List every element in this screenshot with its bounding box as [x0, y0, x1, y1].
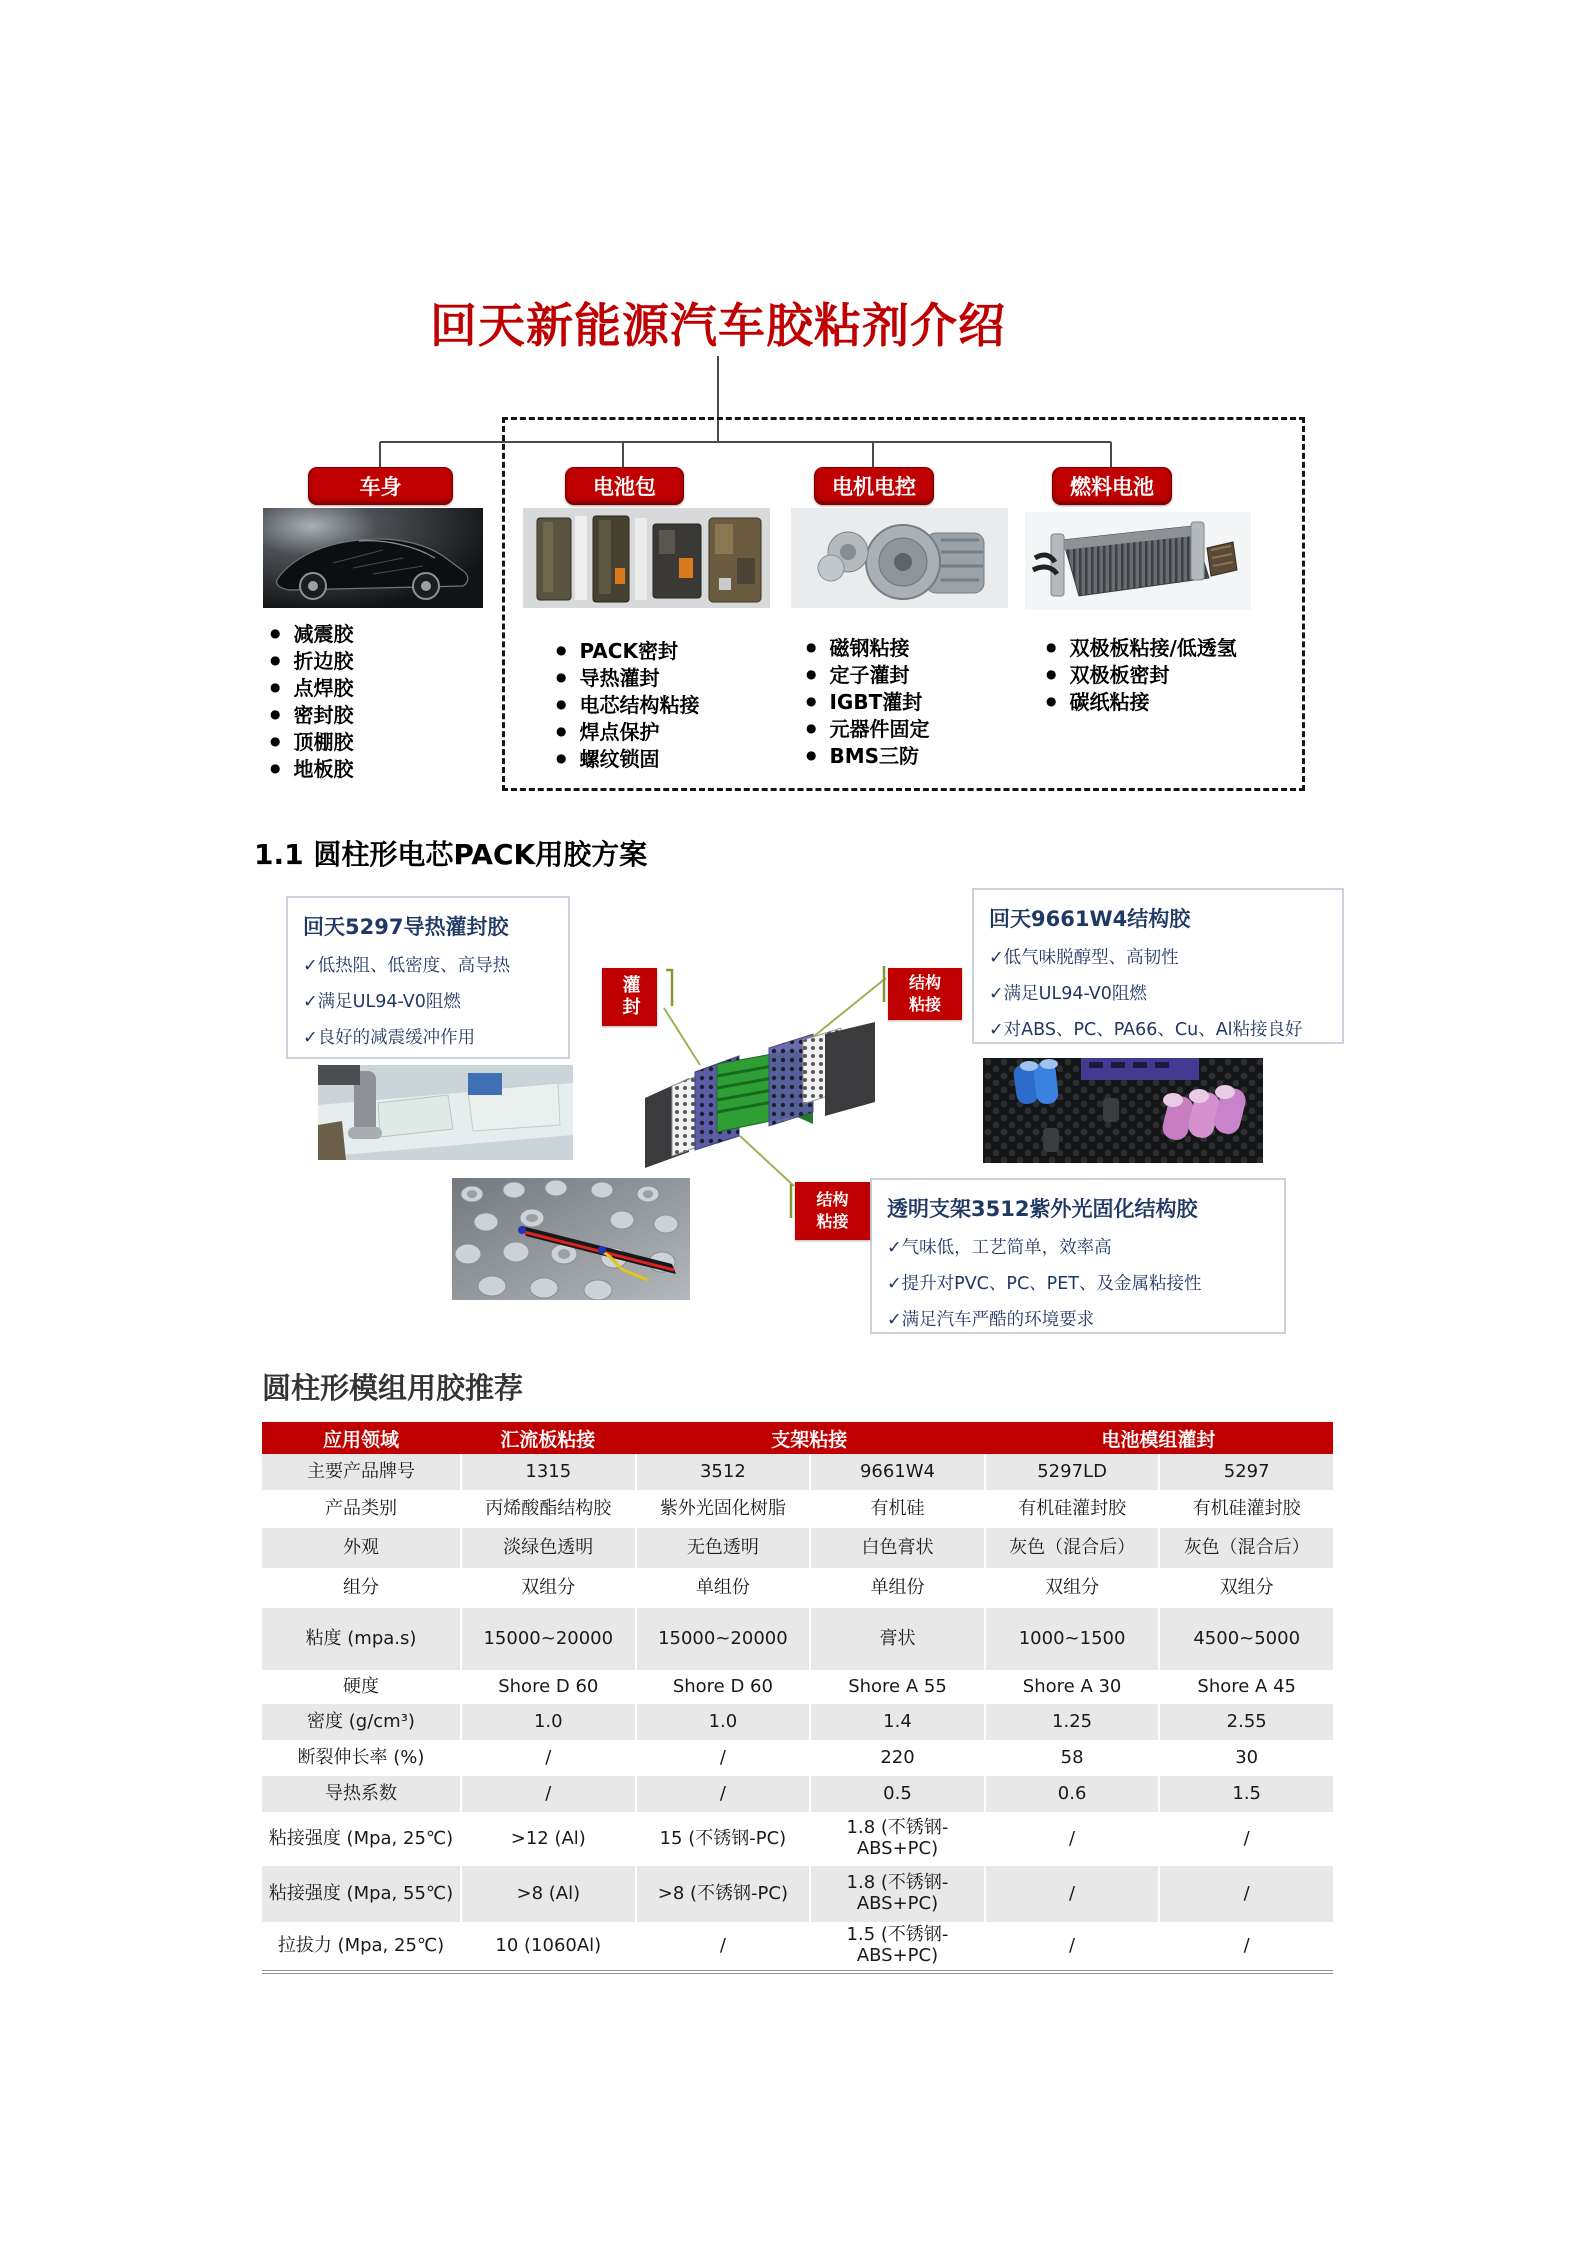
callout-3512-title: 透明支架3512紫外光固化结构胶 — [887, 1197, 1198, 1221]
module-adhesive-table — [262, 1422, 1333, 1974]
table-header-application: 应用领域 — [262, 1422, 460, 1454]
adhesive-list-item — [270, 619, 353, 646]
callout-5297-title: 回天5297导热灌封胶 — [303, 915, 509, 939]
bullet-icon: ● — [806, 666, 817, 681]
table-cell: 30 — [1158, 1740, 1333, 1776]
section-heading: 1.1 圆柱形电芯PACK用胶方案 — [254, 838, 648, 871]
adhesive-list-item — [806, 741, 929, 768]
car-photo — [263, 508, 483, 608]
adhesive-list-item-label: BMS三防 — [829, 744, 920, 768]
adhesive-list-item — [270, 727, 353, 754]
table-cell: 双组分 — [1158, 1568, 1333, 1608]
table-cell: 9661W4 — [809, 1454, 984, 1490]
table-cell: 3512 — [635, 1454, 810, 1490]
adhesive-list-item — [556, 717, 699, 744]
adhesive-list-item — [556, 636, 699, 663]
callout-point: ✓气味低，工艺简单，效率高 — [887, 1238, 1112, 1258]
table-cell: / — [1158, 1922, 1333, 1970]
bullet-icon: ● — [556, 642, 567, 657]
table-cell: / — [984, 1866, 1159, 1922]
callout-9661w4 — [972, 888, 1344, 1044]
table-cell: 双组分 — [984, 1568, 1159, 1608]
table-row-label: 断裂伸长率 (%) — [262, 1740, 460, 1776]
structural-bond-tag-bottom-label: 结构粘接 — [816, 1190, 849, 1231]
table-cell: 膏状 — [809, 1608, 984, 1670]
adhesive-list-item-label: 磁钢粘接 — [829, 636, 910, 660]
table-row-label: 粘度 (mpa.s) — [262, 1608, 460, 1670]
table-header-potting: 电池模组灌封 — [984, 1422, 1333, 1454]
adhesive-list-item — [270, 673, 353, 700]
table-cell: 15 (不锈钢-PC) — [635, 1812, 810, 1866]
battery-module-exploded-diagram — [617, 1020, 897, 1170]
table-cell: Shore D 60 — [460, 1670, 635, 1704]
table-cell: 4500~5000 — [1158, 1608, 1333, 1670]
table-row-label: 粘接强度 (Mpa, 25℃) — [262, 1812, 460, 1866]
callout-point: ✓低热阻、低密度、高导热 — [303, 956, 511, 976]
table-cell: 1.0 — [635, 1704, 810, 1740]
table-cell: 15000~20000 — [635, 1608, 810, 1670]
table-cell: 1.5 — [1158, 1776, 1333, 1812]
table-title: 圆柱形模组用胶推荐 — [262, 1371, 524, 1405]
adhesive-list-item-label: 地板胶 — [293, 757, 354, 781]
bullet-icon: ● — [270, 679, 281, 694]
table-cell: Shore D 60 — [635, 1670, 810, 1704]
bullet-icon: ● — [270, 760, 281, 775]
table-row-label: 粘接强度 (Mpa, 55℃) — [262, 1866, 460, 1922]
adhesive-list-item — [1046, 633, 1237, 660]
adhesive-list-item — [270, 700, 353, 727]
table-cell: Shore A 55 — [809, 1670, 984, 1704]
battery-pack-photo — [523, 508, 770, 608]
table-header-bracket: 支架粘接 — [635, 1422, 984, 1454]
adhesive-list-item — [806, 633, 929, 660]
adhesive-list-item-label: 焊点保护 — [579, 720, 660, 744]
table-cell: >8 (Al) — [460, 1866, 635, 1922]
adhesive-list-item-label: 点焊胶 — [293, 676, 354, 700]
body-adhesive-list — [270, 619, 353, 781]
table-cell: 1.5 (不锈钢-ABS+PC) — [809, 1922, 984, 1970]
table-cell: 有机硅 — [809, 1490, 984, 1528]
bullet-icon: ● — [1046, 639, 1057, 654]
callout-9661w4-title: 回天9661W4结构胶 — [989, 907, 1191, 931]
table-cell: 0.5 — [809, 1776, 984, 1812]
adhesive-list-item — [270, 754, 353, 781]
motor-control-adhesive-list — [806, 633, 929, 768]
table-cell: Shore A 30 — [984, 1670, 1159, 1704]
table-cell: 双组分 — [460, 1568, 635, 1608]
callout-point: ✓低气味脱醇型、高韧性 — [989, 948, 1179, 968]
adhesive-list-item-label: 密封胶 — [293, 703, 354, 727]
structural-bond-tag-top — [888, 968, 962, 1020]
table-cell: 1.4 — [809, 1704, 984, 1740]
bullet-icon: ● — [806, 639, 817, 654]
fuel-cell-photo — [1025, 512, 1251, 610]
category-button-battery-pack: 电池包 — [565, 467, 684, 505]
adhesive-list-item-label: 碳纸粘接 — [1069, 690, 1150, 714]
table-cell: 1315 — [460, 1454, 635, 1490]
table-cell: / — [635, 1776, 810, 1812]
table-row-label: 导热系数 — [262, 1776, 460, 1812]
adhesive-list-item — [556, 744, 699, 771]
callout-point: ✓满足UL94-V0阻燃 — [989, 984, 1147, 1004]
callout-point: ✓对ABS、PC、PA66、Cu、Al粘接良好 — [989, 1020, 1303, 1040]
adhesive-list-item-label: 双极板密封 — [1069, 663, 1170, 687]
table-cell: 1.8 (不锈钢-ABS+PC) — [809, 1866, 984, 1922]
adhesive-list-item-label: 螺纹锁固 — [579, 747, 660, 771]
table-cell: >8 (不锈钢-PC) — [635, 1866, 810, 1922]
bullet-icon: ● — [270, 706, 281, 721]
table-header-busbar: 汇流板粘接 — [460, 1422, 635, 1454]
callout-point: ✓良好的减震缓冲作用 — [303, 1028, 476, 1048]
bullet-icon: ● — [270, 733, 281, 748]
table-cell: / — [460, 1776, 635, 1812]
table-cell: 丙烯酸酯结构胶 — [460, 1490, 635, 1528]
callout-point: ✓提升对PVC、PC、PET、及金属粘接性 — [887, 1274, 1202, 1294]
table-cell: 15000~20000 — [460, 1608, 635, 1670]
callout-5297 — [286, 896, 570, 1059]
adhesive-list-item — [806, 714, 929, 741]
adhesive-list-item-label: 双极板粘接/低透氢 — [1069, 636, 1237, 660]
table-cell: 无色透明 — [635, 1528, 810, 1568]
table-cell: 1000~1500 — [984, 1608, 1159, 1670]
table-row-label: 拉拔力 (Mpa, 25℃) — [262, 1922, 460, 1970]
table-cell: / — [984, 1812, 1159, 1866]
table-cell: 单组份 — [635, 1568, 810, 1608]
adhesive-list-item-label: 元器件固定 — [829, 717, 930, 741]
table-cell: / — [984, 1922, 1159, 1970]
motor-photo — [791, 508, 1008, 608]
table-cell: 有机硅灌封胶 — [1158, 1490, 1333, 1528]
bullet-icon: ● — [556, 723, 567, 738]
table-row-label: 主要产品牌号 — [262, 1454, 460, 1490]
bullet-icon: ● — [270, 652, 281, 667]
table-cell: / — [635, 1740, 810, 1776]
battery-pack-adhesive-list — [556, 636, 699, 771]
structural-bond-tag-bottom — [795, 1182, 870, 1240]
category-button-fuel-cell: 燃料电池 — [1052, 467, 1172, 505]
category-button-motor-control: 电机电控 — [814, 467, 934, 505]
table-cell: 0.6 — [984, 1776, 1159, 1812]
table-cell: 灰色（混合后） — [1158, 1528, 1333, 1568]
table-cell: / — [635, 1922, 810, 1970]
adhesive-list-item-label: 顶棚胶 — [293, 730, 354, 754]
bullet-icon: ● — [806, 693, 817, 708]
page-title: 回天新能源汽车胶粘剂介绍 — [430, 299, 1006, 354]
table-row-label: 外观 — [262, 1528, 460, 1568]
adhesive-list-item-label: 减震胶 — [293, 622, 354, 646]
table-row-label: 密度 (g/cm³) — [262, 1704, 460, 1740]
table-cell: 10 (1060Al) — [460, 1922, 635, 1970]
bullet-icon: ● — [556, 750, 567, 765]
table-row-label: 产品类别 — [262, 1490, 460, 1528]
table-cell: 1.25 — [984, 1704, 1159, 1740]
adhesive-list-item — [270, 646, 353, 673]
bullet-icon: ● — [556, 669, 567, 684]
table-cell: 1.8 (不锈钢-ABS+PC) — [809, 1812, 984, 1866]
potting-process-photo — [318, 1065, 573, 1160]
table-cell: 5297 — [1158, 1454, 1333, 1490]
table-cell: 2.55 — [1158, 1704, 1333, 1740]
adhesive-list-item-label: 电芯结构粘接 — [579, 693, 700, 717]
adhesive-list-item-label: 折边胶 — [293, 649, 354, 673]
table-cell: 白色膏状 — [809, 1528, 984, 1568]
bullet-icon: ● — [1046, 666, 1057, 681]
adhesive-list-item — [806, 660, 929, 687]
bullet-icon: ● — [1046, 693, 1057, 708]
table-cell: 58 — [984, 1740, 1159, 1776]
table-cell: Shore A 45 — [1158, 1670, 1333, 1704]
table-cell: / — [460, 1740, 635, 1776]
table-cell: 紫外光固化树脂 — [635, 1490, 810, 1528]
adhesive-list-item-label: PACK密封 — [579, 639, 678, 663]
fuel-cell-adhesive-list — [1046, 633, 1237, 714]
table-cell: >12 (Al) — [460, 1812, 635, 1866]
adhesive-list-item-label: 定子灌封 — [829, 663, 910, 687]
adhesive-list-item — [1046, 660, 1237, 687]
adhesive-list-item-label: 导热灌封 — [579, 666, 660, 690]
callout-point: ✓满足UL94-V0阻燃 — [303, 992, 461, 1012]
adhesive-list-item-label: IGBT灌封 — [829, 690, 923, 714]
cell-holder-photo — [452, 1178, 690, 1300]
table-cell: 5297LD — [984, 1454, 1159, 1490]
bullet-icon: ● — [806, 720, 817, 735]
bullet-icon: ● — [270, 625, 281, 640]
table-cell: / — [1158, 1866, 1333, 1922]
table-row-label: 组分 — [262, 1568, 460, 1608]
table-cell: 单组份 — [809, 1568, 984, 1608]
table-cell: 有机硅灌封胶 — [984, 1490, 1159, 1528]
table-cell: 灰色（混合后） — [984, 1528, 1159, 1568]
table-cell: 220 — [809, 1740, 984, 1776]
table-cell: 1.0 — [460, 1704, 635, 1740]
category-button-body: 车身 — [308, 467, 453, 505]
battery-cells-photo — [983, 1058, 1263, 1163]
structural-bond-tag-top-label: 结构粘接 — [908, 973, 941, 1014]
adhesive-list-item — [806, 687, 929, 714]
adhesive-list-item — [1046, 687, 1237, 714]
adhesive-list-item — [556, 663, 699, 690]
table-cell: / — [1158, 1812, 1333, 1866]
table-cell: 淡绿色透明 — [460, 1528, 635, 1568]
bullet-icon: ● — [806, 747, 817, 762]
table-row-label: 硬度 — [262, 1670, 460, 1704]
callout-3512 — [870, 1178, 1286, 1334]
bullet-icon: ● — [556, 696, 567, 711]
callout-point: ✓满足汽车严酷的环境要求 — [887, 1310, 1095, 1330]
adhesive-list-item — [556, 690, 699, 717]
potting-tag: 灌封 — [602, 968, 657, 1026]
